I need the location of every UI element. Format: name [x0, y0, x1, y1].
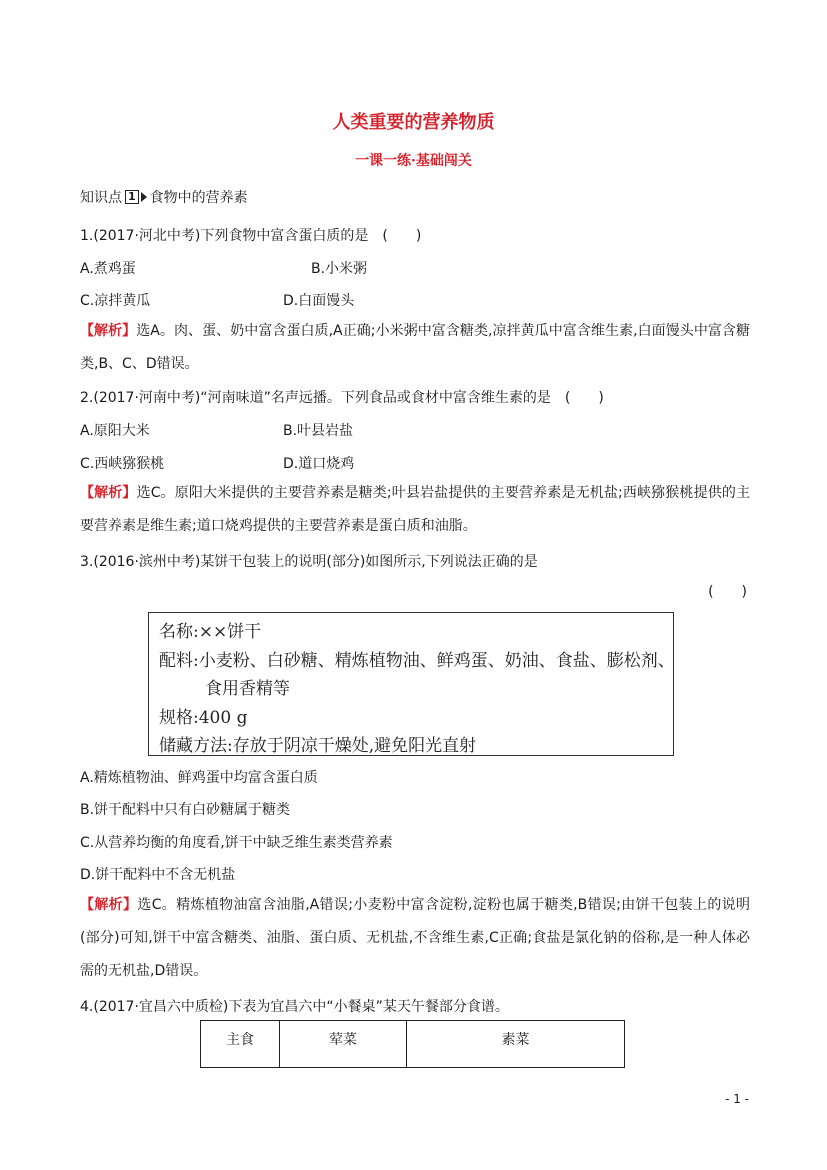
question-1-stem: 1.(2017·河北中考)下列食物中富含蛋白质的是 ( ) — [80, 228, 422, 244]
question-3-option-a: A.精炼植物油、鲜鸡蛋中均富含蛋白质 — [80, 770, 318, 786]
table-header-cell: 主食 — [201, 1021, 280, 1068]
label-ingredients-line-1: 配料:小麦粉、白砂糖、精炼植物油、鲜鸡蛋、奶油、食盐、膨松剂、 — [159, 651, 675, 671]
analysis-tag: 【解析】 — [80, 897, 138, 913]
question-2-stem: 2.(2017·河南中考)“河南味道”名声远播。下列食品或食材中富含维生素的是 ( ) — [80, 390, 604, 406]
question-2-analysis — [80, 477, 750, 543]
analysis-tag: 【解析】 — [80, 323, 137, 339]
question-1-option-b: B.小米粥 — [311, 261, 368, 277]
question-3-option-b: B.饼干配料中只有白砂糖属于糖类 — [80, 802, 291, 818]
page-title: 人类重要的营养物质 — [332, 112, 495, 133]
analysis-text: 选C。原阳大米提供的主要营养素是糖类;叶县岩盐提供的主要营养素是无机盐;西峡猕猴桃提供的主要营养素是维生素;道口烧鸡提供的主要营养素是蛋白质和油脂。 — [80, 485, 751, 534]
question-2-option-a: A.原阳大米 — [80, 423, 150, 439]
question-2-option-c: C.西峡猕猴桃 — [80, 456, 165, 472]
biscuit-label-box — [148, 612, 674, 756]
question-4-stem: 4.(2017·宜昌六中质检)下表为宜昌六中“小餐桌”某天午餐部分食谱。 — [80, 999, 509, 1015]
question-1-option-a: A.煮鸡蛋 — [80, 261, 136, 277]
analysis-tag: 【解析】 — [80, 485, 137, 501]
knowledge-point-text: 食物中的营养素 — [149, 190, 248, 206]
question-1-option-d: D.白面馒头 — [283, 293, 355, 309]
knowledge-point-number: 1 — [125, 190, 139, 204]
label-name: 名称:××饼干 — [159, 622, 262, 642]
question-3-analysis — [80, 889, 750, 988]
label-spec: 规格:400 g — [159, 708, 248, 728]
question-2-option-b: B.叶县岩盐 — [283, 423, 354, 439]
analysis-text: 选A。肉、蛋、奶中富含蛋白质,A正确;小米粥中富含糖类,凉拌黄瓜中富含维生素,白面馒头中富含糖类,B、C、D错误。 — [80, 323, 750, 372]
page-number: - 1 - — [725, 1092, 749, 1106]
label-ingredients-line-2: 食用香精等 — [205, 679, 290, 699]
knowledge-point-heading — [80, 187, 248, 207]
knowledge-point-prefix: 知识点 — [80, 190, 122, 206]
table-header-cell: 荤菜 — [280, 1021, 407, 1068]
table-row — [201, 1021, 625, 1068]
question-3-option-d: D.饼干配料中不含无机盐 — [80, 867, 236, 883]
analysis-text: 选C。精炼植物油富含油脂,A错误;小麦粉中富含淀粉,淀粉也属于糖类,B错误;由饼干包装上的说明(部分)可知,饼干中富含糖类、油脂、蛋白质、无机盐,不含维生素,C正确;食盐是氯化钠的俗称,是一种人体必需的无机盐,D错误。 — [80, 897, 750, 979]
question-3-option-c: C.从营养均衡的角度看,饼干中缺乏维生素类营养素 — [80, 835, 393, 851]
label-storage: 储藏方法:存放于阴凉干燥处,避免阳光直射 — [159, 736, 477, 756]
question-2-option-d: D.道口烧鸡 — [283, 456, 355, 472]
table-header-cell: 素菜 — [407, 1021, 625, 1068]
answer-parentheses: ( ) — [708, 584, 747, 600]
page-subtitle: 一课一练·基础闯关 — [355, 153, 472, 169]
triangle-right-icon — [141, 192, 147, 202]
question-1-analysis — [80, 315, 750, 381]
lunch-menu-table — [200, 1020, 625, 1068]
question-1-option-c: C.凉拌黄瓜 — [80, 293, 151, 309]
question-3-stem: 3.(2016·滨州中考)某饼干包装上的说明(部分)如图所示,下列说法正确的是 — [80, 554, 538, 570]
